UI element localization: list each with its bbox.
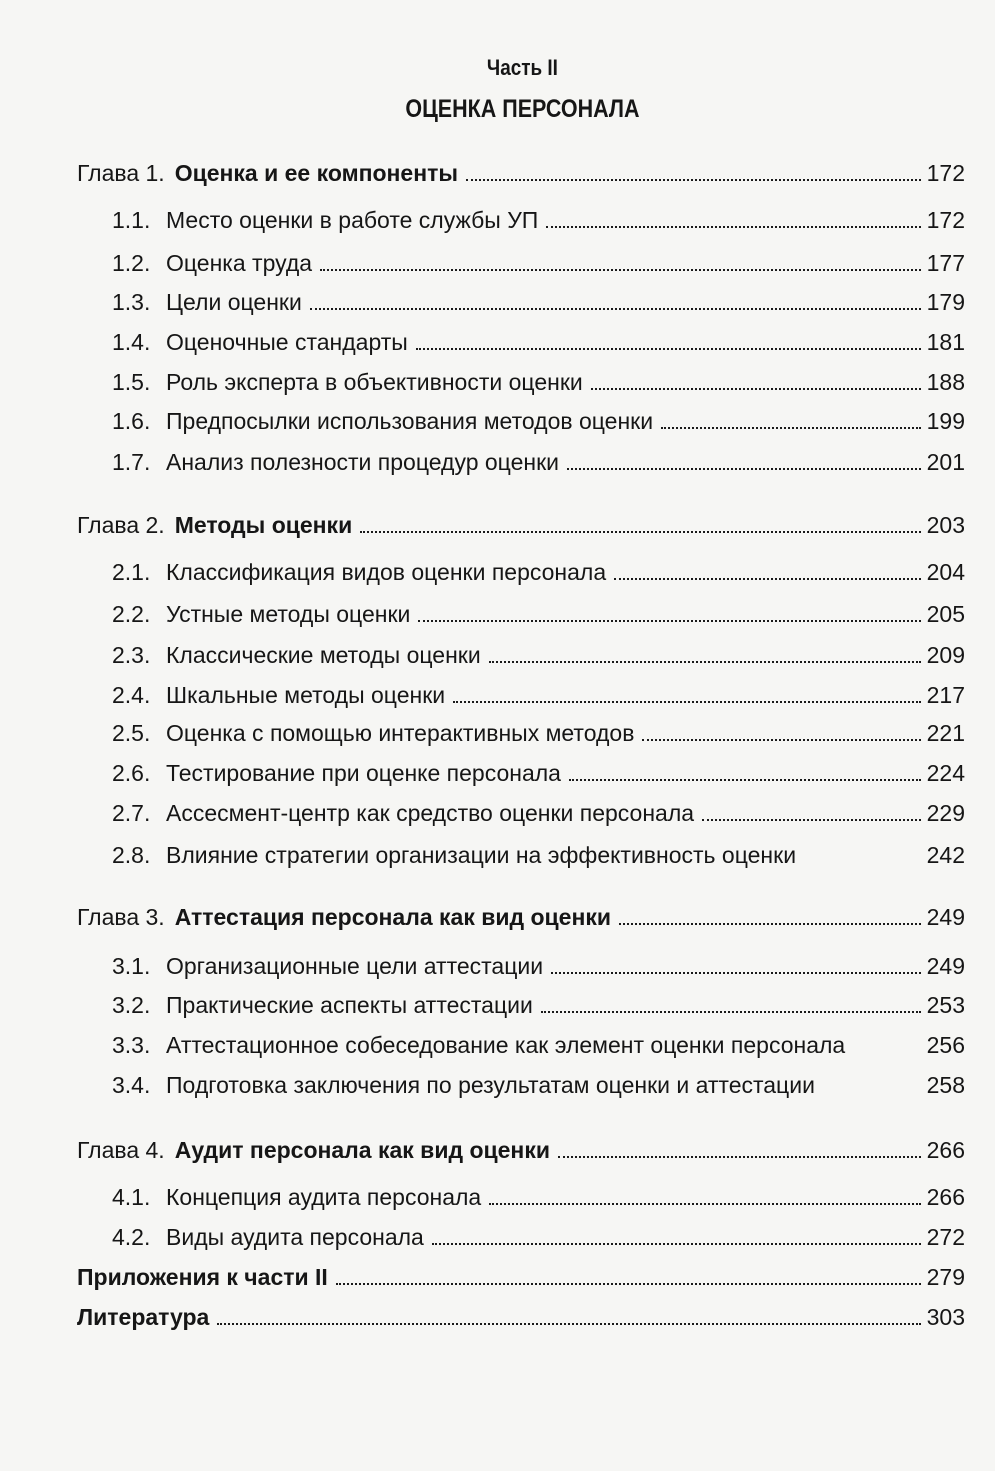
toc-section-4-1[interactable] [112,1182,965,1212]
toc-section-number: 1.4. [112,329,151,355]
toc-page-number: 179 [926,289,965,315]
toc-page-number: 253 [926,992,965,1018]
toc-page-number: 203 [926,512,965,538]
toc-page-number: 256 [926,1032,965,1058]
toc-chapter-number: Глава 2. [77,512,165,538]
toc-section-number: 4.1. [112,1184,151,1210]
dot-leader [546,226,920,228]
toc-page-number: 258 [926,1072,965,1098]
toc-section-number: 3.3. [112,1032,151,1058]
toc-page-number: 209 [926,642,965,668]
toc-page-number: 204 [926,559,965,585]
dot-leader [551,972,921,974]
toc-page-number: 242 [926,842,965,868]
dot-leader [432,1243,921,1245]
dot-leader [310,308,921,310]
toc-page-number: 249 [926,904,965,930]
dot-leader [619,923,921,925]
toc-section-title: Классические методы оценки [166,642,481,668]
toc-section-3-2[interactable] [112,990,965,1020]
toc-section-number: 2.5. [112,720,151,746]
dot-leader [453,701,921,703]
dot-leader [416,348,921,350]
toc-page-number: 249 [926,953,965,979]
toc-section-title: Анализ полезности процедур оценки [166,449,559,475]
toc-section-title: Практические аспекты аттестации [166,992,533,1018]
dot-leader [569,779,921,781]
toc-chapter-4[interactable] [77,1135,965,1165]
toc-chapter-title: Аудит персонала как вид оценки [174,1137,550,1163]
toc-section-number: 1.2. [112,250,151,276]
toc-section-title: Подготовка заключения по результатам оценки и аттестации [166,1072,815,1098]
toc-page-number: 188 [926,369,965,395]
toc-section-4-2[interactable] [112,1222,965,1252]
toc-chapter-2[interactable] [77,510,965,540]
toc-page-number: 266 [926,1137,965,1163]
toc-section-title: Организационные цели аттестации [166,953,544,979]
toc-section-title: Аттестационное собеседование как элемент оценки персонала [166,1032,846,1058]
toc-section-3-1[interactable] [112,951,965,981]
toc-section-title: Оценка труда [166,250,313,276]
toc-section-2-3[interactable] [112,640,965,670]
toc-section-title: Ассесмент-центр как средство оценки персонала [166,800,695,826]
dot-leader [591,388,921,390]
toc-page-number: 224 [926,760,965,786]
toc-section-number: 2.2. [112,601,151,627]
dot-leader [642,739,920,741]
toc-section-title: Цели оценки [166,289,302,315]
part-label: Часть II [486,55,558,80]
dot-leader [489,1203,920,1205]
toc-chapter-3[interactable] [77,902,965,932]
toc-section-title: Оценочные стандарты [166,329,408,355]
toc-section-number: 2.1. [112,559,151,585]
toc-section-3-4[interactable] [112,1070,965,1100]
toc-section-number: 3.2. [112,992,151,1018]
toc-page-number: 266 [926,1184,965,1210]
toc-page-number: 272 [926,1224,965,1250]
toc-appendix-title: Приложения к части II [77,1264,328,1290]
dot-leader [360,531,920,533]
toc-section-number: 3.4. [112,1072,151,1098]
toc-section-1-3[interactable] [112,287,965,317]
toc-page-number: 303 [926,1304,965,1330]
toc-page-number: 229 [926,800,965,826]
toc-section-title: Место оценки в работе службы УП [166,207,539,233]
toc-appendix[interactable] [77,1262,965,1292]
toc-section-3-3[interactable] [112,1030,965,1060]
toc-section-number: 1.5. [112,369,151,395]
dot-leader [320,269,921,271]
toc-section-title: Предпосылки использования методов оценки [166,408,654,434]
dot-leader [558,1156,921,1158]
dot-leader [567,468,921,470]
toc-section-2-1[interactable] [112,557,965,587]
toc-page-number: 199 [926,408,965,434]
toc-chapter-number: Глава 4. [77,1137,165,1163]
toc-section-number: 2.4. [112,682,151,708]
toc-page-number: 172 [926,160,965,186]
toc-page-number: 177 [926,250,965,276]
dot-leader [489,661,921,663]
toc-section-number: 1.6. [112,408,151,434]
toc-section-title: Тестирование при оценке персонала [166,760,561,786]
toc-section-2-7[interactable] [112,798,965,828]
toc-section-title: Концепция аудита персонала [166,1184,482,1210]
toc-chapter-title: Методы оценки [174,512,353,538]
toc-section-1-7[interactable] [112,447,965,477]
toc-chapter-title: Аттестация персонала как вид оценки [174,904,612,930]
toc-section-number: 2.3. [112,642,151,668]
toc-literature-title: Литература [77,1304,210,1330]
toc-page-number: 217 [926,682,965,708]
dot-leader [541,1011,921,1013]
toc-section-1-2[interactable] [112,248,965,278]
toc-chapter-number: Глава 1. [77,160,165,186]
toc-section-title: Влияние стратегии организации на эффективность оценки [166,842,797,868]
toc-section-title: Классификация видов оценки персонала [166,559,607,585]
toc-section-number: 1.7. [112,449,151,475]
toc-section-1-4[interactable] [112,327,965,357]
toc-section-number: 4.2. [112,1224,151,1250]
dot-leader [702,819,921,821]
toc-section-2-8[interactable] [112,840,965,870]
toc-section-number: 2.8. [112,842,151,868]
toc-section-title: Устные методы оценки [166,601,411,627]
toc-section-2-2[interactable] [112,599,965,629]
toc-page-number: 205 [926,601,965,627]
toc-page-number: 181 [926,329,965,355]
toc-section-title: Роль эксперта в объективности оценки [166,369,583,395]
toc-section-2-5[interactable] [112,718,965,748]
toc-section-number: 3.1. [112,953,151,979]
toc-page-number: 279 [926,1264,965,1290]
toc-chapter-title: Оценка и ее компоненты [174,160,459,186]
toc-page-number: 201 [926,449,965,475]
dot-leader [336,1283,921,1285]
toc-section-number: 2.6. [112,760,151,786]
toc-section-title: Оценка с помощью интерактивных методов [166,720,635,746]
toc-section-1-5[interactable] [112,367,965,397]
dot-leader [614,578,920,580]
toc-section-number: 1.3. [112,289,151,315]
toc-section-number: 1.1. [112,207,151,233]
dot-leader [661,427,921,429]
dot-leader [217,1323,920,1325]
toc-section-2-4[interactable] [112,680,965,710]
toc-section-1-1[interactable] [112,205,965,235]
toc-page-number: 221 [926,720,965,746]
toc-section-title: Виды аудита персонала [166,1224,424,1250]
dot-leader [418,620,920,622]
toc-literature[interactable] [77,1302,965,1332]
toc-section-number: 2.7. [112,800,151,826]
toc-section-1-6[interactable] [112,406,965,436]
part-title: ОЦЕНКА ПЕРСОНАЛА [405,95,640,123]
toc-section-title: Шкальные методы оценки [166,682,446,708]
toc-section-2-6[interactable] [112,758,965,788]
toc-chapter-number: Глава 3. [77,904,165,930]
toc-chapter-1[interactable] [77,158,965,188]
dot-leader [466,179,921,181]
toc-page-number: 172 [926,207,965,233]
